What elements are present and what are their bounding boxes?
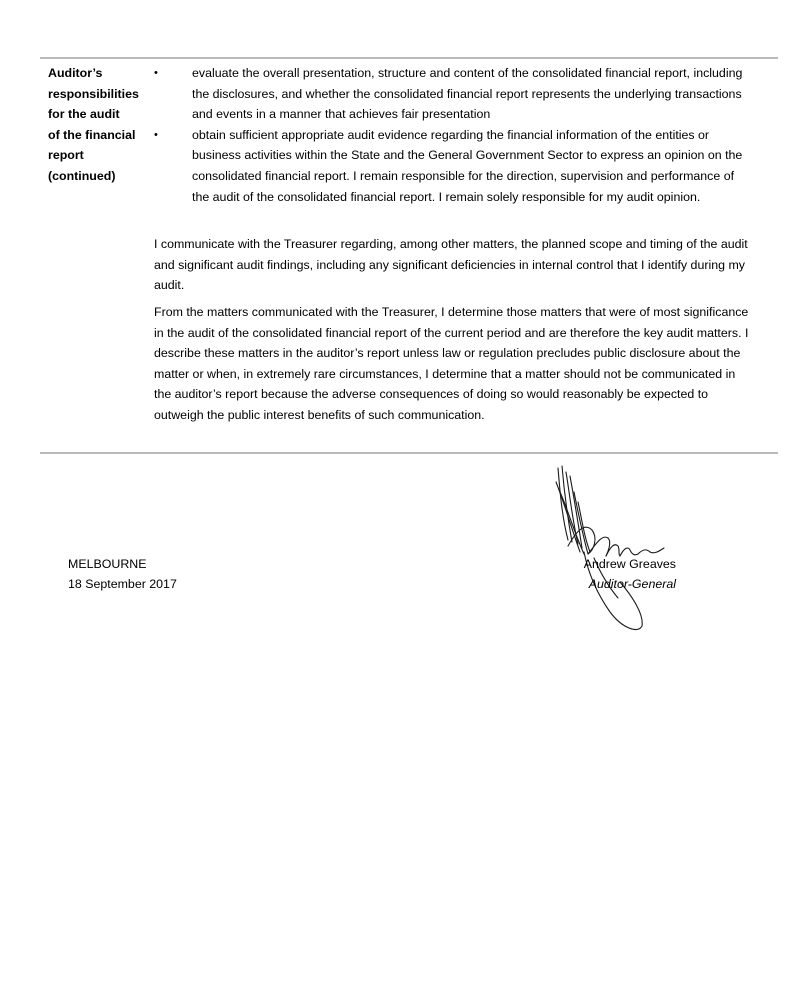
bullet-icon: •	[154, 128, 158, 141]
signature-image	[548, 462, 678, 634]
top-divider	[40, 57, 778, 59]
section-label-line: Auditor’s	[48, 66, 103, 80]
list-item-text: evaluate the overall presentation, structure and content of the consolidated financial report, including the disclosures, and whether the consolidated financial report represents the underlying transactions and events in a manner that achieves fair presentation	[192, 66, 743, 122]
section-label-line: for the audit	[48, 107, 120, 122]
section-label-line: report	[48, 148, 84, 163]
list-item	[154, 63, 754, 125]
signatory-name: Andrew Greaves	[583, 557, 676, 571]
bullet-icon: •	[154, 67, 158, 79]
place-and-date	[68, 554, 177, 594]
section-label-line: of the financial	[48, 127, 136, 142]
place: MELBOURNE	[68, 557, 147, 571]
signatory-title: Auditor-General	[588, 577, 676, 591]
date: 18 September 2017	[68, 577, 177, 591]
bottom-divider	[40, 452, 778, 454]
section-label-line: responsibilities	[48, 86, 139, 101]
list-item-text: obtain sufficient appropriate audit evidence regarding the financial information of the entities or business activities within the State and the General Government Sector to express an opinion on the consolidated financial report. I remain responsible for the direction, supervision and performance of the audit of the consolidated financial report. I remain solely responsible for my audit opinion.	[192, 127, 743, 204]
responsibility-list	[154, 63, 754, 207]
list-item	[154, 125, 754, 207]
communication-paragraph: I communicate with the Treasurer regarding, among other matters, the planned scope and timing of the audit and significant audit findings, including any significant deficiencies in internal control that I identify during my audit.	[154, 237, 748, 293]
section-label-line: (continued)	[48, 168, 116, 183]
section-label	[48, 63, 148, 187]
signatory-block	[560, 554, 676, 594]
key-audit-matters-paragraph: From the matters communicated with the Treasurer, I determine those matters that were of most significance in the audit of the consolidated financial report of the current period and are therefore the key audit matters. I describe these matters in the auditor’s report unless law or regulation precludes public disclosure about the matter or when, in extremely rare circumstances, I determine that a matter should not be communicated in the auditor’s report because the adverse consequences of doing so would reasonably be expected to outweigh the public interest benefits of such communication.	[154, 305, 749, 422]
